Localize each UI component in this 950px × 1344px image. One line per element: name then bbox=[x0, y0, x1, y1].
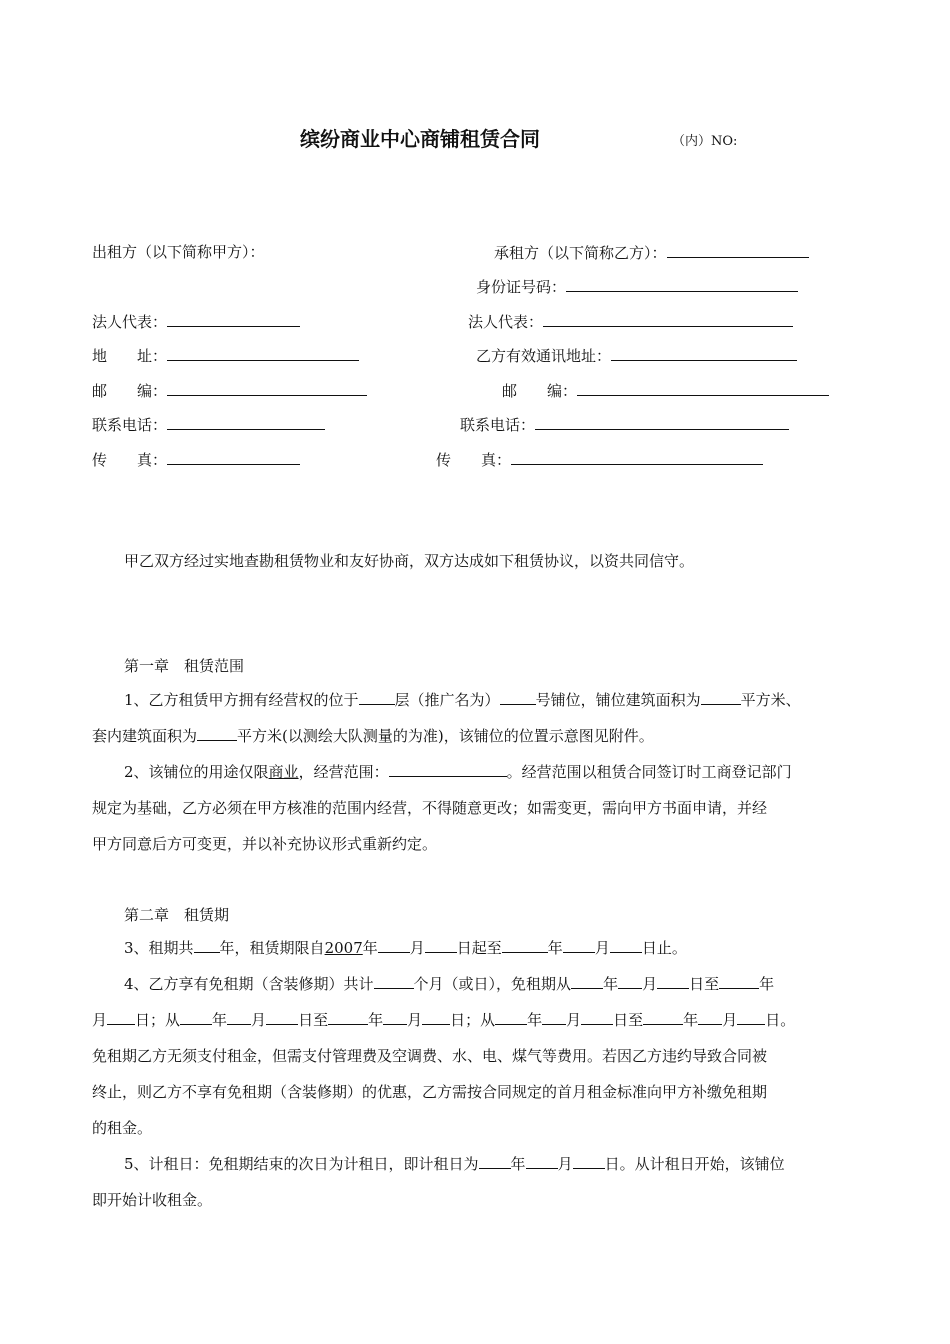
free-to-year-2[interactable] bbox=[328, 1009, 368, 1025]
postcode-right-label: 邮 编： bbox=[502, 382, 578, 400]
postcode-left-row bbox=[92, 380, 367, 401]
end-month-field[interactable] bbox=[563, 937, 595, 953]
free-to-year-1[interactable] bbox=[719, 973, 759, 989]
id-field[interactable] bbox=[566, 276, 798, 292]
address-left-row bbox=[92, 345, 359, 366]
term-years-field[interactable] bbox=[194, 937, 220, 953]
free-to-day-3[interactable] bbox=[737, 1009, 765, 1025]
phone-left-field[interactable] bbox=[167, 414, 325, 430]
clause-3-line-1: 3、租期共 年，租赁期限自2007年 月 日起至 年 月 日止。 bbox=[124, 939, 687, 957]
phone-left-row bbox=[92, 414, 325, 435]
free-from-year-3[interactable] bbox=[495, 1009, 527, 1025]
chapter2-heading: 第二章 租赁期 bbox=[124, 906, 230, 924]
clause-1-line-1: 1、乙方租赁甲方拥有经营权的位于 层（推广名为） 号铺位，铺位建筑面积为 平方米、 bbox=[124, 691, 801, 709]
clause-2-line-3: 甲方同意后方可变更，并以补充协议形式重新约定。 bbox=[92, 835, 438, 853]
legal-rep-left-row bbox=[92, 311, 300, 332]
legal-rep-right-field[interactable] bbox=[543, 311, 793, 327]
postcode-right-row bbox=[502, 380, 829, 401]
fax-left-row bbox=[92, 449, 300, 470]
free-from-month-1[interactable] bbox=[618, 973, 642, 989]
phone-right-label: 联系电话： bbox=[460, 416, 536, 434]
legal-rep-right-row bbox=[468, 311, 793, 332]
clause-2-line-2: 规定为基础，乙方必须在甲方核准的范围内经营，不得随意更改；如需变更，需向甲方书面申请，并经 bbox=[92, 799, 768, 817]
fax-right-row bbox=[436, 449, 763, 470]
start-day-field[interactable] bbox=[425, 937, 457, 953]
start-month-field[interactable] bbox=[378, 937, 410, 953]
clause-4-line-5: 的租金。 bbox=[92, 1119, 153, 1137]
end-year-field[interactable] bbox=[502, 937, 548, 953]
free-to-month-3[interactable] bbox=[698, 1009, 722, 1025]
chapter1-heading: 第一章 租赁范围 bbox=[124, 657, 245, 675]
free-to-day-2[interactable] bbox=[422, 1009, 450, 1025]
clause-4-line-1: 4、乙方享有免租期（含装修期）共计 个月（或日），免租期从 年 月 日至 年 bbox=[124, 975, 775, 993]
page-title: 缤纷商业中心商铺租赁合同 bbox=[300, 127, 540, 151]
clause-2 bbox=[92, 754, 870, 862]
clause-5 bbox=[92, 1146, 870, 1218]
contract-number-label: （内）NO: bbox=[672, 134, 738, 149]
free-to-month-2[interactable] bbox=[383, 1009, 407, 1025]
clause-3 bbox=[92, 930, 870, 966]
lessee-row bbox=[494, 242, 809, 263]
use-value: 商业 bbox=[268, 763, 299, 781]
free-to-month-1[interactable] bbox=[107, 1009, 135, 1025]
clause-1-line-2: 套内建筑面积为 平方米(以测绘大队测量的为准)，该铺位的位置示意图见附件。 bbox=[92, 727, 654, 745]
fax-left-field[interactable] bbox=[167, 449, 300, 465]
address-left-label: 地 址： bbox=[92, 347, 168, 365]
postcode-left-field[interactable] bbox=[167, 380, 367, 396]
free-from-day-1[interactable] bbox=[657, 973, 689, 989]
billing-day-field[interactable] bbox=[573, 1153, 605, 1169]
legal-rep-left-field[interactable] bbox=[167, 311, 300, 327]
legal-rep-left-label: 法人代表： bbox=[92, 313, 168, 331]
building-area-field[interactable] bbox=[701, 689, 741, 705]
address-right-field[interactable] bbox=[611, 345, 797, 361]
free-from-month-3[interactable] bbox=[542, 1009, 566, 1025]
free-from-year-2[interactable] bbox=[180, 1009, 212, 1025]
clause-5-line-2: 即开始计收租金。 bbox=[92, 1191, 213, 1209]
shop-number-field[interactable] bbox=[500, 689, 536, 705]
preamble: 甲乙双方经过实地查勘租赁物业和友好协商，双方达成如下租赁协议，以资共同信守。 bbox=[124, 552, 695, 570]
address-right-row bbox=[476, 345, 797, 366]
postcode-left-label: 邮 编： bbox=[92, 382, 168, 400]
start-year-value: 2007 bbox=[324, 939, 363, 957]
clause-4-line-4: 终止，则乙方不享有免租期（含装修期）的优惠，乙方需按合同规定的首月租金标准向甲方补缴免租期 bbox=[92, 1083, 768, 1101]
free-from-day-2[interactable] bbox=[266, 1009, 298, 1025]
lessee-label: 承租方（以下简称乙方）： bbox=[494, 244, 667, 262]
id-label: 身份证号码： bbox=[476, 278, 567, 296]
end-day-field[interactable] bbox=[610, 937, 642, 953]
clause-4-line-3: 免租期乙方无须支付租金，但需支付管理费及空调费、水、电、煤气等费用。若因乙方违约导致合同被 bbox=[92, 1047, 768, 1065]
phone-left-label: 联系电话： bbox=[92, 416, 168, 434]
clause-5-line-1: 5、计租日：免租期结束的次日为计租日，即计租日为 年 月 日。从计租日开始，该铺位 bbox=[124, 1155, 785, 1173]
address-left-field[interactable] bbox=[167, 345, 359, 361]
clause-4 bbox=[92, 966, 870, 1146]
fax-right-label: 传 真： bbox=[436, 451, 512, 469]
free-from-year-1[interactable] bbox=[571, 973, 603, 989]
clause-1 bbox=[92, 682, 870, 754]
legal-rep-right-label: 法人代表： bbox=[468, 313, 544, 331]
clause-4-line-2: 月 日；从 年 月 日至 年 月 日；从 年 月 日至 年 月 日。 bbox=[92, 1011, 796, 1029]
free-to-year-3[interactable] bbox=[643, 1009, 683, 1025]
clause-2-line-1: 2、该铺位的用途仅限商业，经营范围： 。经营范围以租赁合同签订时工商登记部门 bbox=[124, 763, 792, 781]
phone-right-field[interactable] bbox=[535, 414, 789, 430]
free-period-field[interactable] bbox=[374, 973, 414, 989]
business-scope-field[interactable] bbox=[389, 761, 507, 777]
postcode-right-field[interactable] bbox=[577, 380, 829, 396]
free-from-day-3[interactable] bbox=[581, 1009, 613, 1025]
inner-area-field[interactable] bbox=[197, 725, 237, 741]
id-row bbox=[476, 276, 798, 297]
free-from-month-2[interactable] bbox=[227, 1009, 251, 1025]
floor-field[interactable] bbox=[359, 689, 395, 705]
fax-left-label: 传 真： bbox=[92, 451, 168, 469]
phone-right-row bbox=[460, 414, 789, 435]
fax-right-field[interactable] bbox=[511, 449, 763, 465]
lessor-label: 出租方（以下简称甲方）： bbox=[92, 243, 265, 261]
billing-month-field[interactable] bbox=[526, 1153, 558, 1169]
address-right-label: 乙方有效通讯地址： bbox=[476, 347, 612, 365]
lessee-field[interactable] bbox=[667, 242, 809, 258]
billing-year-field[interactable] bbox=[479, 1153, 511, 1169]
